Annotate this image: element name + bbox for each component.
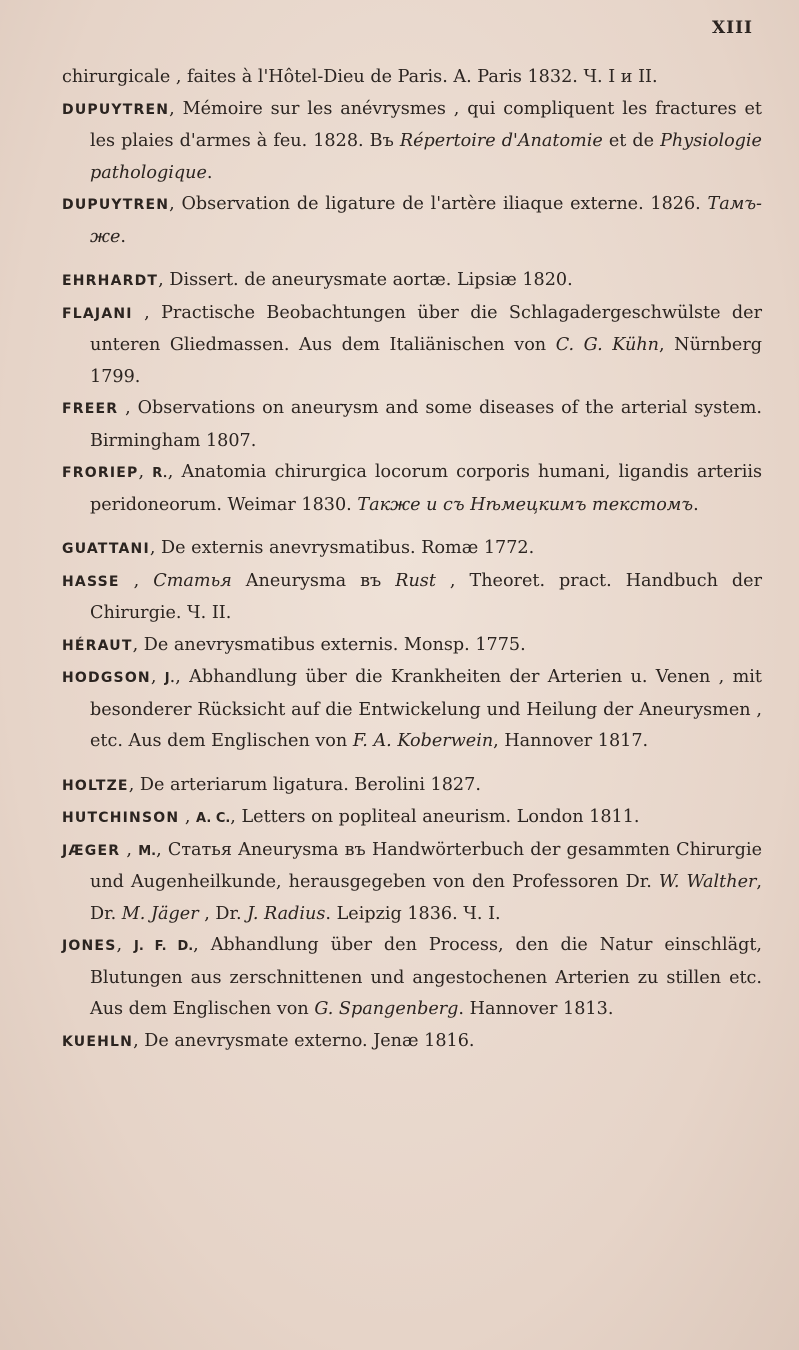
author-initials: R <box>152 466 163 481</box>
bibliography-entry: HODGSON, J., Abhandlung über die Krankheiten der Arterien u. Venen , mit besonderer Rücksicht auf die Entwickelung und Heilung der Aneurysmen , etc. Aus dem Englischen von F. A. Koberwein, Hannover 1817. <box>62 667 762 751</box>
bibliography-entry: FLAJANI , Practische Beobachtungen über die Schlagadergeschwülste der unteren Gliedmassen. Aus dem Italiänischen von C. G. Kühn, Nürnberg 1799. <box>62 302 762 387</box>
bibliography-entry: HASSE , Статья Aneurysma въ Rust , Theoret. pract. Handbuch der Chirurgie. Ч. II. <box>62 570 762 623</box>
author-name: HOLTZE <box>62 777 129 794</box>
author-name: JONES <box>62 938 117 954</box>
author-name: FLAJANI <box>62 305 133 322</box>
bibliography-entry: KUEHLN, De anevrysmate externo. Jenæ 1816. <box>62 1030 475 1051</box>
author-initials: M. <box>138 843 157 859</box>
author-name: DUPUYTREN <box>62 197 170 213</box>
author-initials: J <box>164 671 170 686</box>
author-initials: A. C. <box>196 811 231 826</box>
author-name: EHRHARDT <box>62 273 159 289</box>
page-number: XIII <box>711 18 753 38</box>
bibliography-entry: chirurgicale , faites à l'Hôtel-Dieu de Paris. A. Paris 1832. Ч. I и II. <box>62 67 658 87</box>
bibliography-entry: HUTCHINSON , A. C., Letters on popliteal aneurism. London 1811. <box>62 807 640 827</box>
author-name: HASSE <box>62 573 120 590</box>
author-name: HODGSON <box>62 670 151 686</box>
author-name: HÉRAUT <box>62 637 133 654</box>
author-name: JÆGER <box>62 842 121 859</box>
bibliography-entry: FREER , Observations on aneurysm and some diseases of the arterial system. Birmingham 1807. <box>62 398 762 451</box>
bibliography-entry: EHRHARDT, Dissert. de aneurysmate aortæ. Lipsiæ 1820. <box>62 270 573 290</box>
author-initials: J. F. D. <box>134 939 194 954</box>
author-name: FRORIEP <box>62 465 139 481</box>
bibliography-entry: FRORIEP, R., Anatomia chirurgica locorum corporis humani, ligandis arteriis peridoneorum. Weimar 1830. Также и съ Нѣмецкимъ текстомъ. <box>62 462 762 515</box>
author-name: HUTCHINSON <box>62 810 180 826</box>
author-name: GUATTANI <box>62 541 150 557</box>
bibliography-entry: DUPUYTREN, Mémoire sur les anévrysmes , qui compliquent les fractures et les plaies d'armes à feu. 1828. Въ Répertoire d'Anatomie et de Physiologie pathologique. <box>62 98 762 183</box>
bibliography-entry: GUATTANI, De externis anevrysmatibus. Romæ 1772. <box>62 538 535 558</box>
bibliography-list <box>62 62 762 1058</box>
bibliography-entry: DUPUYTREN, Observation de ligature de l'artère iliaque externe. 1826. Тамъ-же. <box>62 194 762 247</box>
author-name: DUPUYTREN <box>62 101 170 118</box>
bibliography-entry: JONES, J. F. D., Abhandlung über den Process, den die Natur einschlägt, Blutungen aus zerschnittenen und angestochenen Arterien zu stillen etc. Aus dem Englischen von G. Spangenberg. Hannover 1813. <box>62 935 762 1019</box>
bibliography-entry: HOLTZE, De arteriarum ligatura. Berolini 1827. <box>62 774 481 795</box>
author-name: FREER <box>62 401 119 417</box>
author-name: KUEHLN <box>62 1033 134 1050</box>
bibliography-entry: JÆGER , M., Статья Aneurysma въ Handwörterbuch der gesammten Chirurgie und Augenheilkunde, herausgegeben von den Professoren Dr. W. Walther, Dr. M. Jäger , Dr. J. Radius. Leipzig 1836. Ч. I. <box>62 839 762 924</box>
bibliography-entry: HÉRAUT, De anevrysmatibus externis. Monsp. 1775. <box>62 634 526 655</box>
